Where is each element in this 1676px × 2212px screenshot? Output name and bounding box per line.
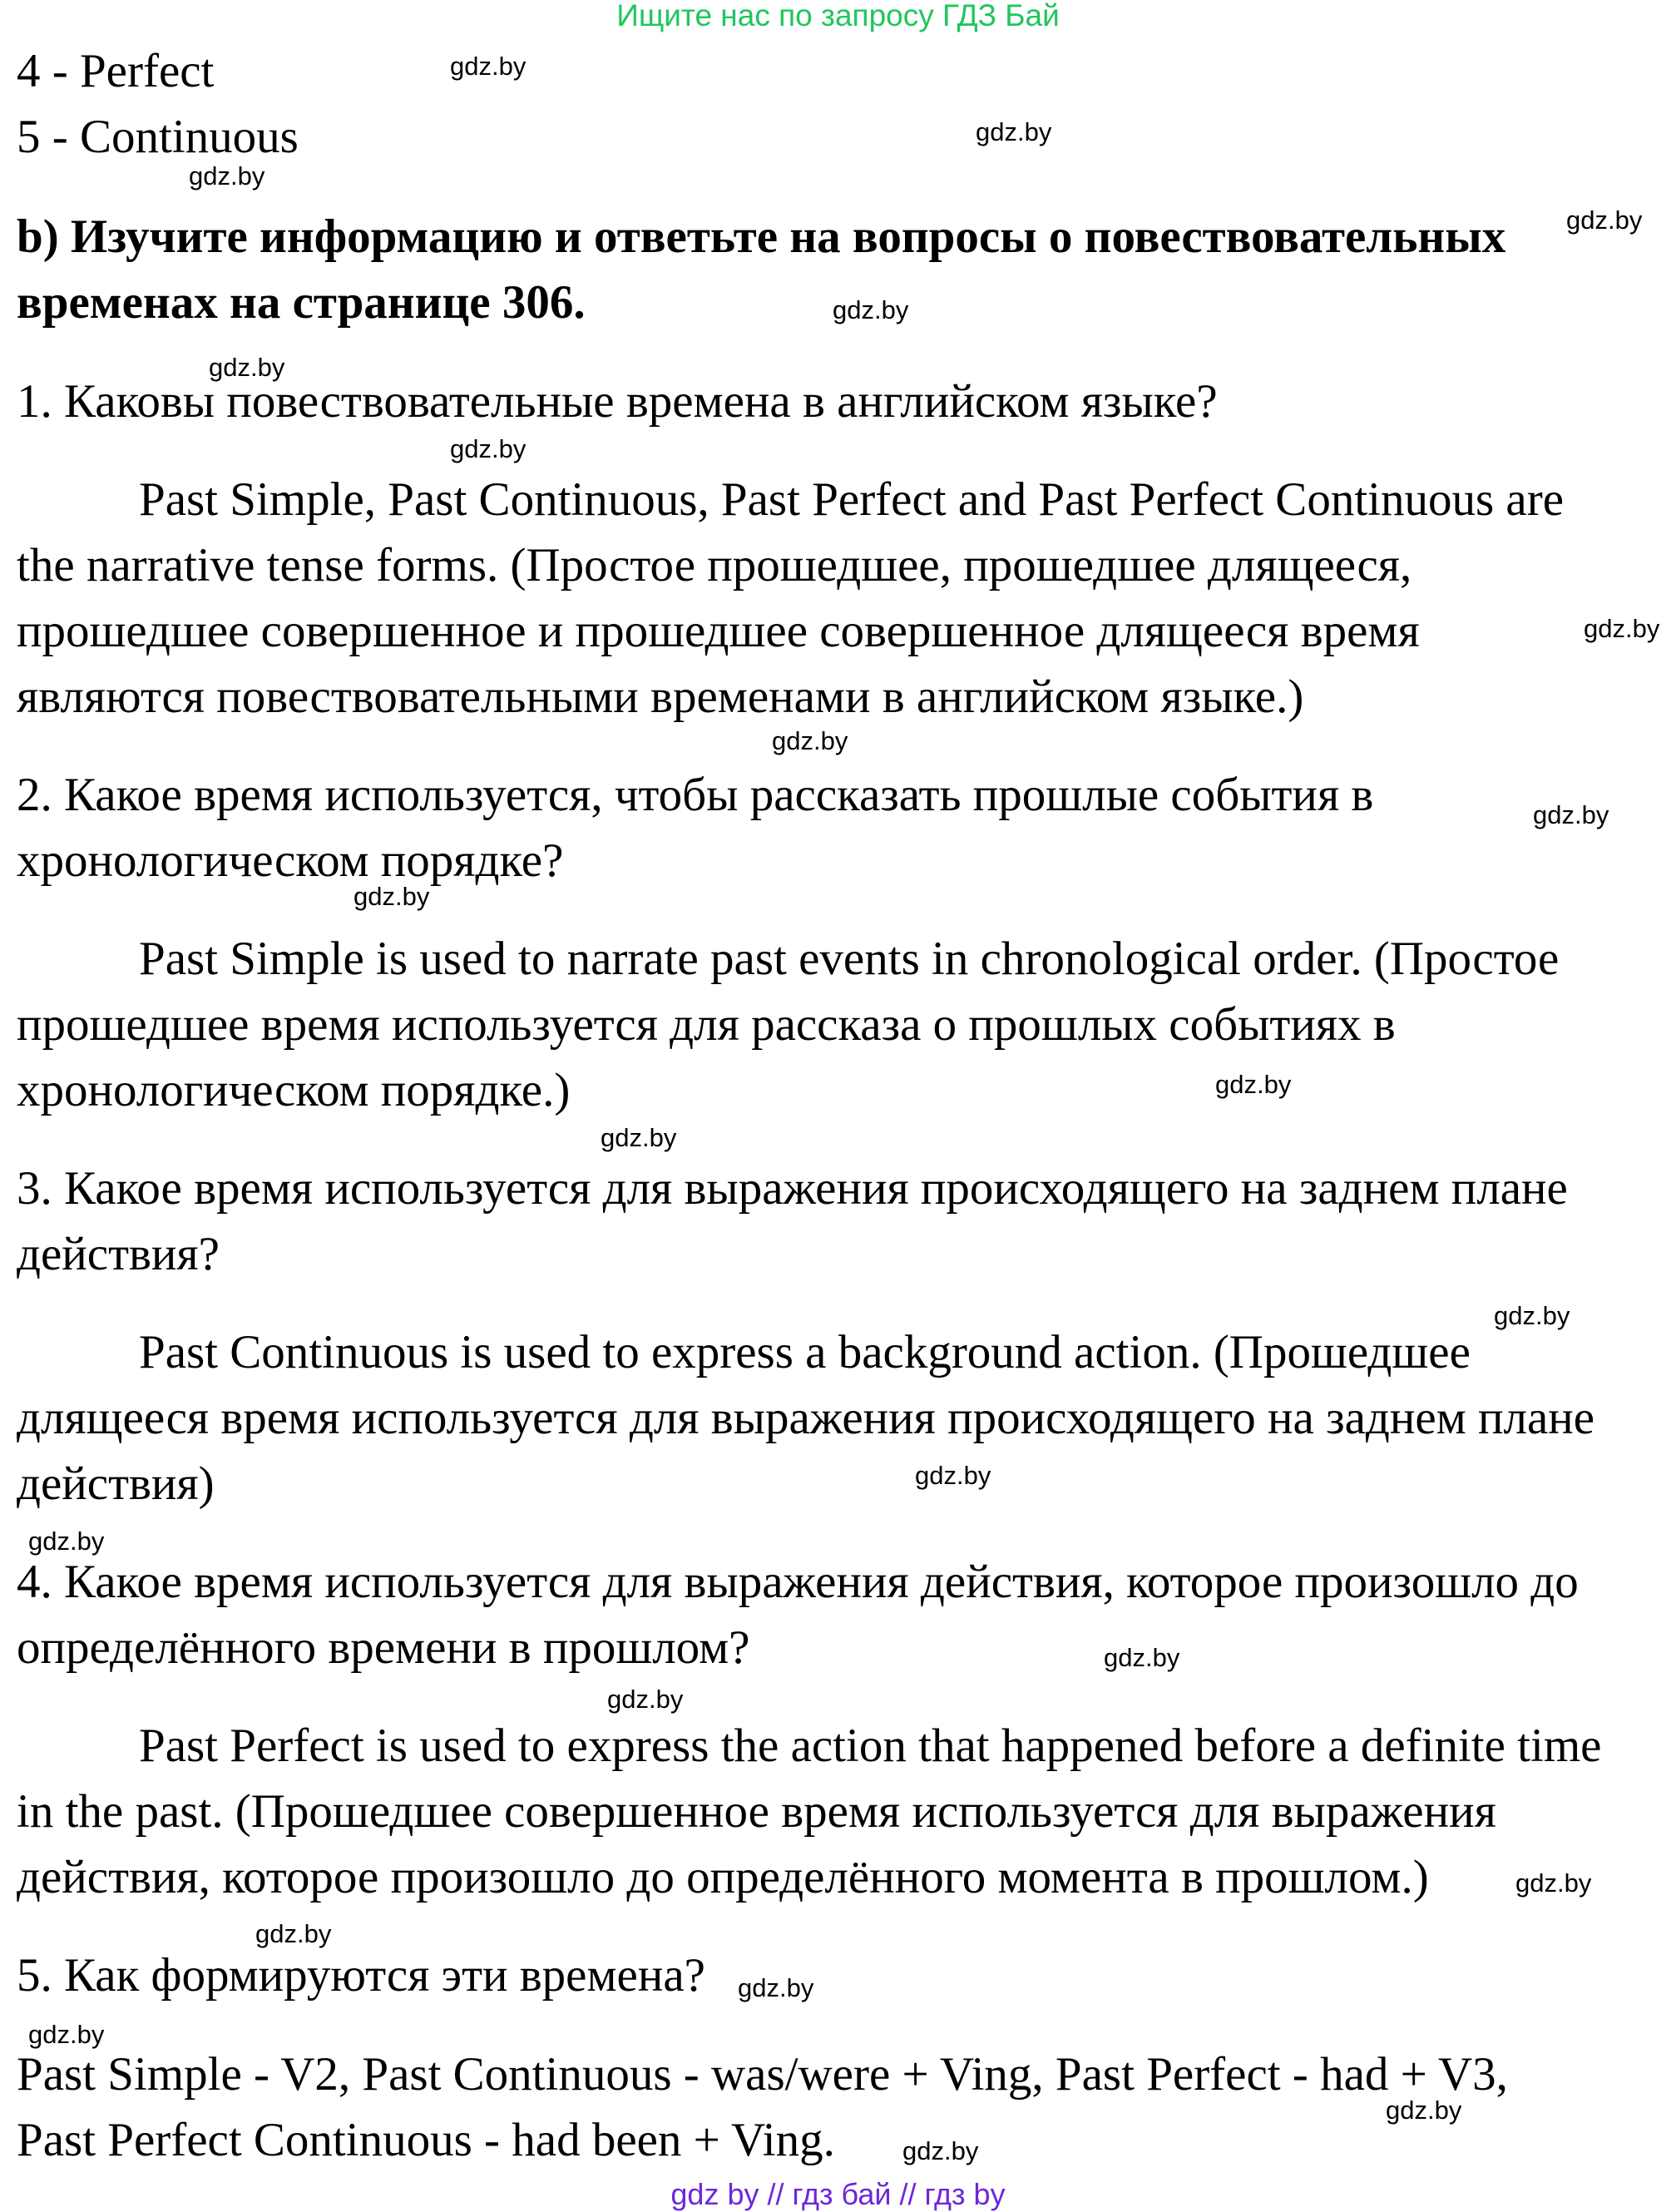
task-b-heading-line2: временах на странице 306. [17, 276, 586, 329]
answer-5-line2: Past Perfect Continuous - had been + Ving. [17, 2114, 835, 2166]
question-4-line1: 4. Какое время используется для выражения действия, которое произошло до [17, 1556, 1579, 1608]
question-5: 5. Как формируются эти времена? [17, 1949, 705, 2002]
question-2-line1: 2. Какое время используется, чтобы рассказать прошлые события в [17, 769, 1374, 821]
question-3-line1: 3. Какое время используется для выражения происходящего на заднем плане [17, 1162, 1568, 1215]
watermark: gdz.by [601, 1123, 677, 1152]
watermark: gdz.by [189, 161, 265, 191]
footer-links [0, 2178, 1676, 2211]
question-2-line2: хронологическом порядке? [17, 834, 564, 887]
top-banner: Ищите нас по запросу ГДЗ Бай [616, 0, 1060, 32]
task-b-heading-line1: b) Изучите информацию и ответьте на вопросы о повествовательных [17, 210, 1506, 263]
watermark: gdz.by [450, 52, 527, 81]
footer-link-gdz-by[interactable]: gdz by [670, 2177, 759, 2211]
watermark: gdz.by [1533, 800, 1609, 829]
watermark: gdz.by [1104, 1643, 1180, 1672]
answer-4-line1: Past Perfect is used to express the action that happened before a definite time [139, 1720, 1602, 1772]
watermark: gdz.by [255, 1919, 332, 1948]
watermark: gdz.by [1386, 2096, 1462, 2125]
answer-4-line2: in the past. (Прошедшее совершенное время используется для выражения [17, 1785, 1496, 1838]
watermark: gdz.by [450, 434, 527, 463]
watermark: gdz.by [1584, 614, 1660, 643]
option-4-perfect: 4 - Perfect [17, 45, 215, 97]
answer-1-line2: the narrative tense forms. (Простое прошедшее, прошедшее длящееся, [17, 539, 1412, 591]
question-3-line2: действия? [17, 1228, 220, 1280]
answer-3-line2: длящееся время используется для выражения происходящего на заднем плане [17, 1392, 1595, 1444]
answer-3-line1: Past Continuous is used to express a background action. (Прошедшее [139, 1326, 1471, 1378]
answer-5-line1: Past Simple - V2, Past Continuous - was/were + Ving, Past Perfect - had + V3, [17, 2048, 1508, 2101]
watermark: gdz.by [1566, 205, 1643, 235]
watermark: gdz.by [915, 1461, 991, 1490]
answer-3-line3: действия) [17, 1457, 215, 1510]
answer-4-line3: действия, которое произошло до определённого момента в прошлом.) [17, 1851, 1429, 1903]
footer-link-gdz-bai[interactable]: гдз бай [792, 2177, 892, 2211]
watermark: gdz.by [976, 117, 1052, 146]
watermark: gdz.by [28, 1527, 105, 1556]
watermark: gdz.by [738, 1973, 814, 2002]
footer-link-gdz-by-ru[interactable]: гдз by [924, 2177, 1006, 2211]
watermark: gdz.by [1515, 1868, 1592, 1898]
footer-separator: // [899, 2177, 917, 2211]
watermark: gdz.by [607, 1685, 684, 1714]
watermark: gdz.by [28, 2020, 105, 2049]
footer-separator: // [767, 2177, 784, 2211]
question-4-line2: определённого времени в прошлом? [17, 1621, 750, 1674]
answer-2-line1: Past Simple is used to narrate past events in chronological order. (Простое [139, 933, 1560, 985]
watermark: gdz.by [833, 295, 909, 324]
answer-2-line2: прошедшее время используется для рассказа о прошлых событиях в [17, 998, 1396, 1051]
answer-2-line3: хронологическом порядке.) [17, 1064, 571, 1116]
option-5-continuous: 5 - Continuous [17, 111, 299, 163]
watermark: gdz.by [1494, 1301, 1570, 1330]
watermark: gdz.by [902, 2136, 979, 2165]
answer-1-line4: являются повествовательными временами в английском языке.) [17, 671, 1304, 723]
question-1: 1. Каковы повествовательные времена в английском языке? [17, 375, 1218, 428]
answer-1-line3: прошедшее совершенное и прошедшее совершенное длящееся время [17, 605, 1420, 657]
watermark: gdz.by [209, 353, 285, 382]
watermark: gdz.by [1215, 1070, 1292, 1099]
watermark: gdz.by [772, 726, 848, 755]
watermark: gdz.by [353, 882, 430, 911]
answer-1-line1: Past Simple, Past Continuous, Past Perfect and Past Perfect Continuous are [139, 473, 1565, 526]
